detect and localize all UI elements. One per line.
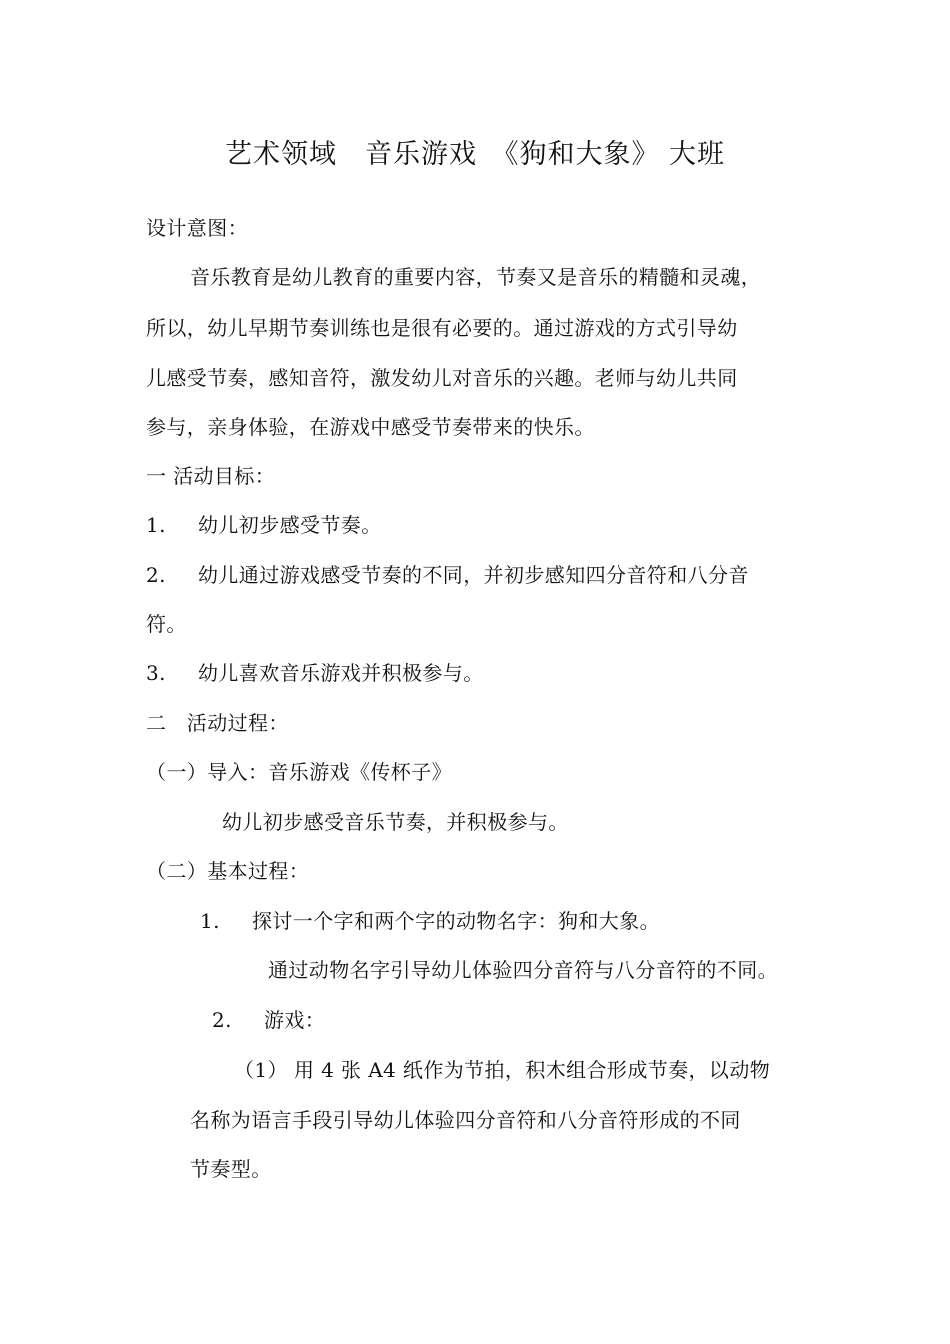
goal-text: 幼儿通过游戏感受节奏的不同，并初步感知四分音符和八分音 (198, 563, 749, 587)
sub-sub-item-number: （1） (234, 1058, 288, 1082)
goal-item (146, 659, 484, 687)
goal-text: 幼儿喜欢音乐游戏并积极参与。 (198, 661, 484, 685)
step1-heading: （一）导入：音乐游戏《传杯子》 (146, 760, 452, 784)
design-heading: 设计意图： (146, 216, 248, 240)
process-heading: 二 活动过程： (146, 711, 289, 735)
goal-item (146, 561, 749, 589)
goal-number: 3. (146, 661, 166, 685)
goals-heading: 一 活动目标： (146, 464, 276, 488)
step1-text: 幼儿初步感受音乐节奏，并积极参与。 (222, 810, 569, 834)
sub-item (212, 1006, 325, 1034)
design-para-line: 所以，幼儿早期节奏训练也是很有必要的。通过游戏的方式引导幼 (146, 316, 738, 340)
sub-item-detail: 通过动物名字引导幼儿体验四分音符与八分音符的不同。 (268, 958, 778, 982)
sub-item (200, 907, 660, 935)
step2-heading: （二）基本过程： (146, 859, 310, 883)
sub-item-text: 游戏： (264, 1008, 326, 1032)
sub-sub-item-continuation: 节奏型。 (190, 1157, 272, 1181)
design-para-line: 参与，亲身体验，在游戏中感受节奏带来的快乐。 (146, 415, 595, 439)
sub-item-number: 1. (200, 909, 220, 933)
goal-item-continuation: 符。 (146, 612, 187, 636)
design-para-line: 音乐教育是幼儿教育的重要内容，节奏又是音乐的精髓和灵魂， (190, 265, 762, 289)
goal-item (146, 511, 382, 539)
goal-text: 幼儿初步感受节奏。 (198, 513, 382, 537)
sub-sub-item (234, 1056, 770, 1084)
design-para-line: 儿感受节奏，感知音符，激发幼儿对音乐的兴趣。老师与幼儿共同 (146, 366, 738, 390)
goal-number: 1. (146, 513, 166, 537)
document-title: 艺术领域 音乐游戏 《狗和大象》 大班 (224, 139, 726, 170)
sub-sub-item-continuation: 名称为语言手段引导幼儿体验四分音符和八分音符形成的不同 (190, 1108, 741, 1132)
goal-number: 2. (146, 563, 166, 587)
sub-sub-item-text: 用 4 张 A4 纸作为节拍，积木组合形成节奏，以动物 (294, 1058, 771, 1082)
sub-item-number: 2. (212, 1008, 232, 1032)
sub-item-text: 探讨一个字和两个字的动物名字：狗和大象。 (252, 909, 660, 933)
